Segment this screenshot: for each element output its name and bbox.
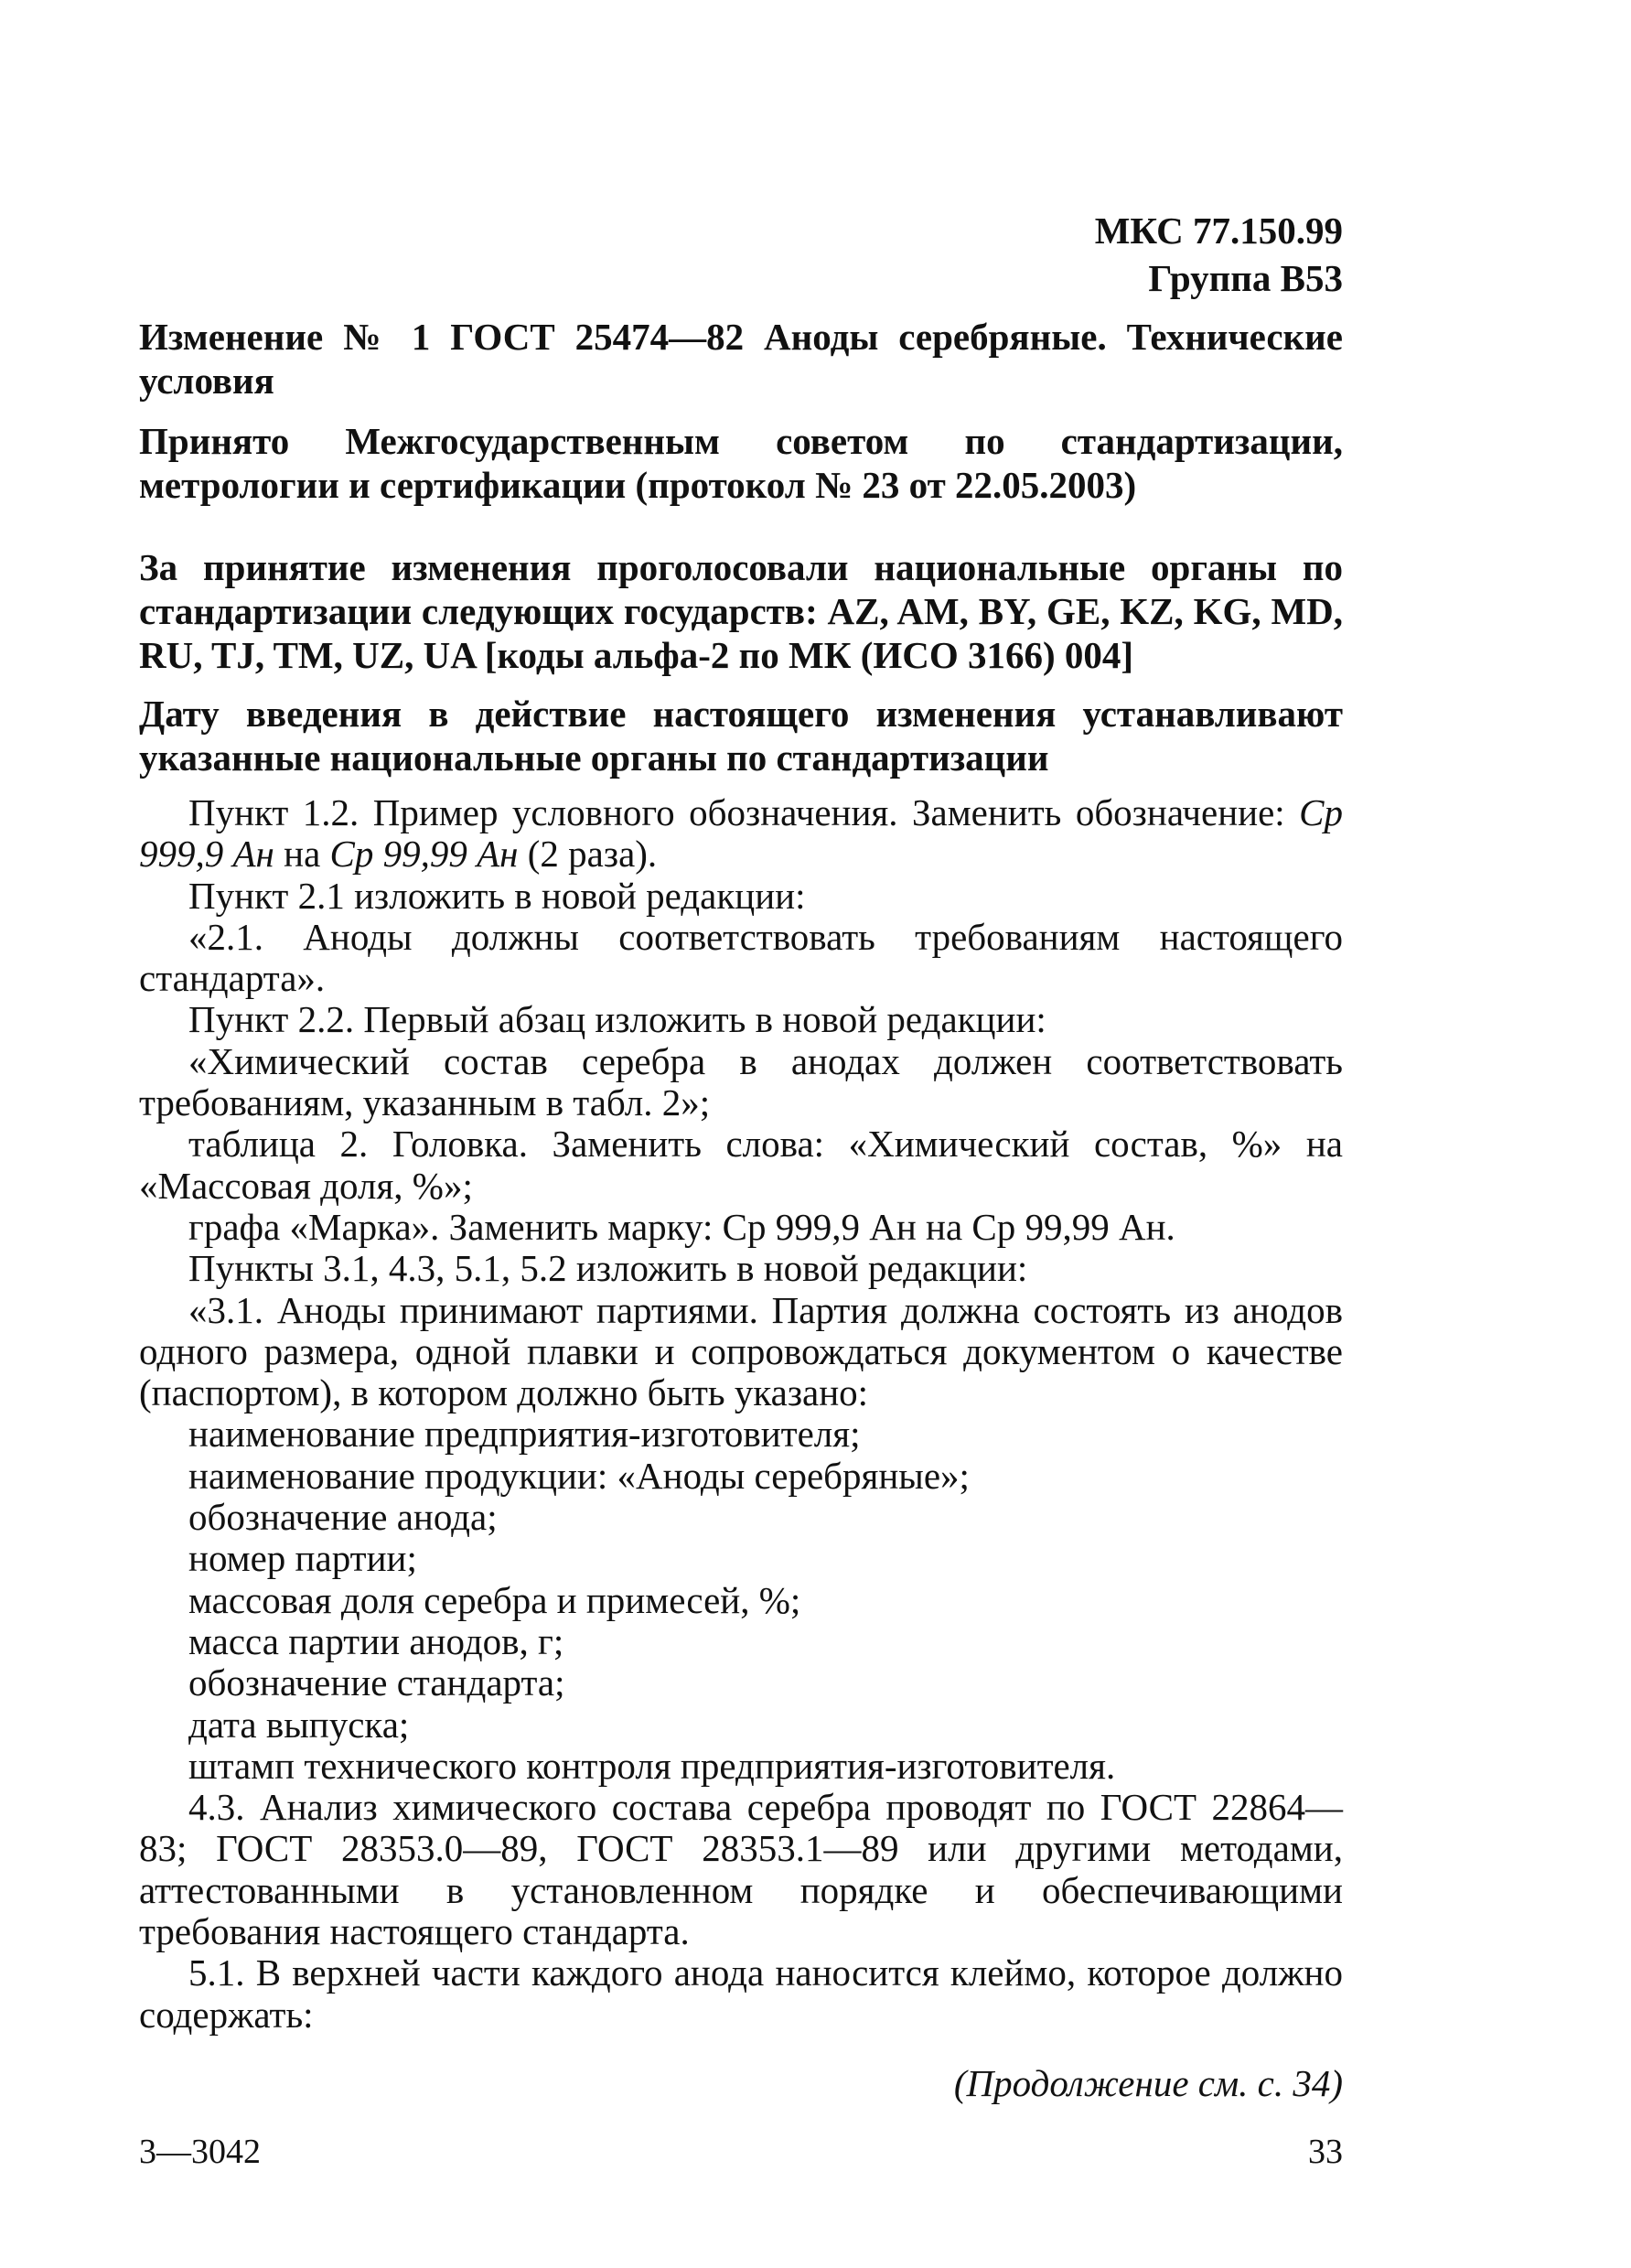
list-item: массовая доля серебра и примесей, %; [188,1578,801,1621]
document-title: Изменение № 1 ГОСТ 25474—82 Аноды серебряные. Технические условия [139,316,1343,402]
paragraph-points-intro: Пункты 3.1, 4.3, 5.1, 5.2 изложить в новой редакции: [188,1247,1028,1290]
document-content [139,207,1343,2105]
paragraph-2-2-intro: Пункт 2.2. Первый абзац изложить в новой редакции: [188,998,1046,1041]
list-item: наименование предприятия-изготовителя; [188,1413,861,1456]
list-item: обозначение стандарта; [188,1661,565,1704]
effective-date-statement: Дату введения в действие настоящего изменения устанавливают указанные национальные органы по стандартизации [139,693,1343,779]
list-item: номер партии; [188,1537,417,1580]
adopted-statement: Принято Межгосударственным советом по стандартизации, метрологии и сертификации (протокол № 23 от 22.05.2003) [139,420,1343,506]
mks-code: МКС 77.150.99 [1094,210,1343,252]
paragraph-1-2: Пункт 1.2. Пример условного обозначения. Заменить обозначение: Ср 999,9 Ан на Ср 99,99 Ан (2 раза). [139,791,1343,876]
continuation-note: (Продолжение см. с. 34) [953,2061,1343,2104]
list-item: наименование продукции: «Аноды серебряные»; [188,1454,970,1497]
paragraph-5-1: 5.1. В верхней части каждого анода наносится клеймо, которое должно содержать: [139,1951,1343,2036]
list-item: обозначение анода; [188,1496,498,1539]
list-item: дата выпуска; [188,1703,410,1746]
paragraph-2-2-text: «Химический состав серебра в анодах должен соответствовать требованиям, указанным в табл. 2»; [139,1039,1343,1124]
paragraph-2-1-intro: Пункт 2.1 изложить в новой редакции: [188,874,806,917]
list-item: штамп технического контроля предприятия-изготовителя. [188,1744,1116,1787]
paragraph-grade-column: графа «Марка». Заменить марку: Ср 999,9 Ан на Ср 99,99 Ан. [188,1205,1175,1248]
paragraph-2-1-text: «2.1. Аноды должны соответствовать требованиям настоящего стандарта». [139,915,1343,1000]
paragraph-table-2: таблица 2. Головка. Заменить слова: «Химический состав, %» на «Массовая доля, %»; [139,1123,1343,1207]
classification-codes [139,207,1343,302]
page-number: 33 [1308,2133,1343,2171]
paragraph-3-1: «3.1. Аноды принимают партиями. Партия должна состоять из анодов одного размера, одной плавки и сопровождаться документом о качестве (паспортом), в котором должно быть указано: [139,1288,1343,1414]
amendment-body [139,792,1343,2036]
list-item: масса партии анодов, г; [188,1619,564,1662]
paragraph-4-3: 4.3. Анализ химического состава серебра проводят по ГОСТ 22864—83; ГОСТ 28353.0—89, ГОСТ 28353.1—89 или другими методами, аттестованными в установленном порядке и обеспечивающими требования настоящего стандарта. [139,1786,1343,1953]
document-code: 3—3042 [139,2133,261,2171]
group-code: Группа В53 [1148,257,1343,299]
voting-statement: За принятие изменения проголосовали национальные органы по стандартизации следующих государств: AZ, AM, BY, GE, KZ, KG, MD, RU, TJ, TM, UZ, UA [коды альфа-2 по МК (ИСО 3166) 004] [139,546,1343,676]
